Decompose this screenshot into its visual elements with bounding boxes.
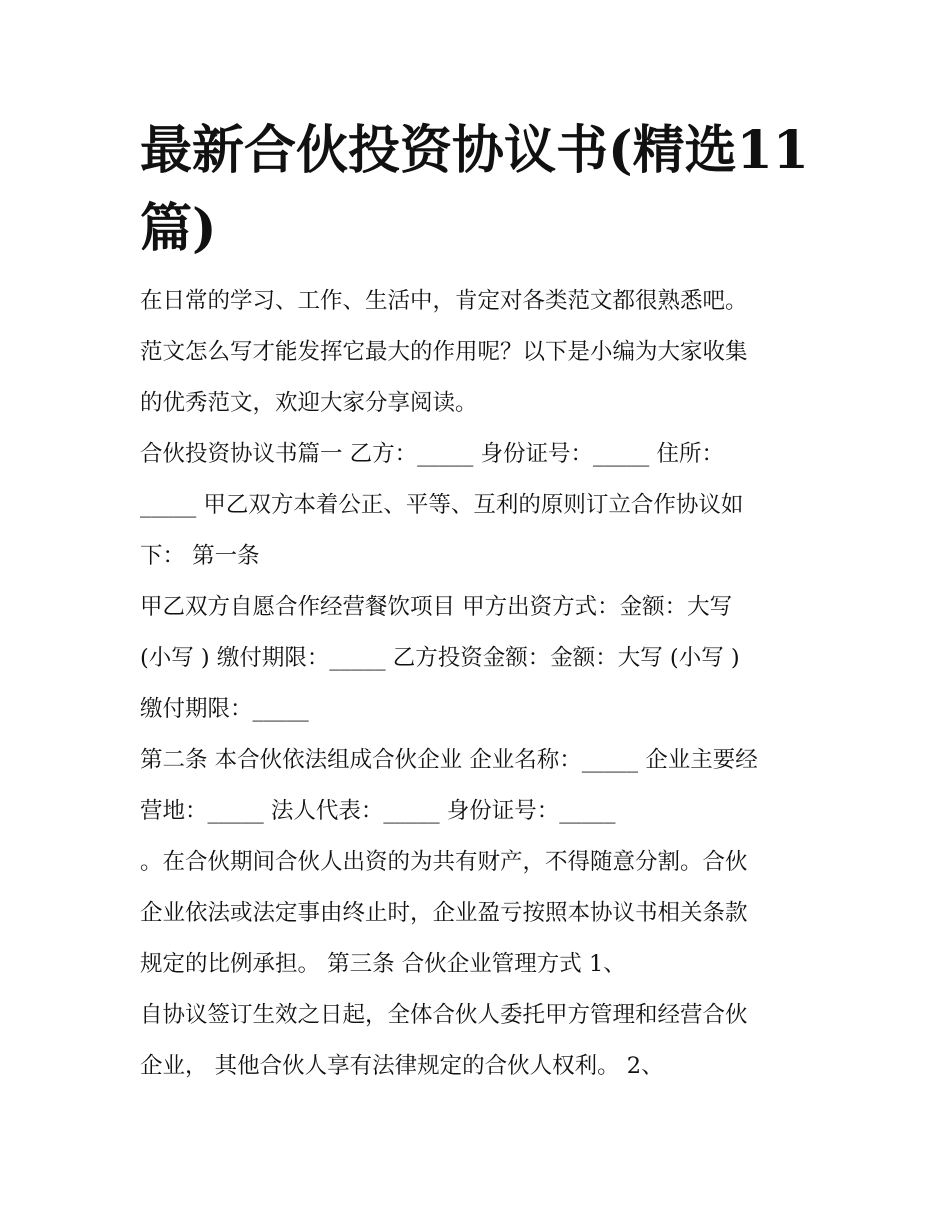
body-line: 范文怎么写才能发挥它最大的作用呢？以下是小编为大家收集	[140, 339, 748, 365]
body-line: _____ 甲乙双方本着公正、平等、互利的原则订立合作协议如	[140, 492, 744, 518]
title-line: 最新合伙投资协议书(精选11	[140, 120, 809, 181]
body-line: 甲乙双方自愿合作经营餐饮项目 甲方出资方式：金额：大写	[140, 594, 733, 620]
document-body	[140, 276, 830, 1092]
body-line: 。在合伙期间合伙人出资的为共有财产，不得随意分割。合伙	[140, 849, 748, 875]
body-line: 的优秀范文，欢迎大家分享阅读。	[140, 390, 478, 416]
body-line: 自协议签订生效之日起，全体合伙人委托甲方管理和经营合伙	[140, 1002, 748, 1028]
body-line: 缴付期限：_____	[140, 696, 309, 722]
body-line: 规定的比例承担。 第三条 合伙企业管理方式 1、	[140, 951, 626, 977]
title-line: 篇)	[140, 198, 217, 259]
body-line: 企业依法或法定事由终止时，企业盈亏按照本协议书相关条款	[140, 900, 748, 926]
body-line: 营地：_____ 法人代表：_____ 身份证号：_____	[140, 798, 616, 824]
body-line: (小写 ) 缴付期限：_____ 乙方投资金额：金额：大写 (小写 )	[140, 645, 740, 671]
body-line: 下： 第一条	[140, 543, 260, 569]
body-line: 企业， 其他合伙人享有法律规定的合伙人权利。 2、	[140, 1053, 664, 1079]
document-title	[140, 112, 820, 268]
body-line: 第二条 本合伙依法组成合伙企业 企业名称：_____ 企业主要经	[140, 747, 758, 773]
body-line: 合伙投资协议书篇一 乙方：_____ 身份证号：_____ 住所：	[140, 441, 724, 467]
body-line: 在日常的学习、工作、生活中，肯定对各类范文都很熟悉吧。	[140, 288, 748, 314]
